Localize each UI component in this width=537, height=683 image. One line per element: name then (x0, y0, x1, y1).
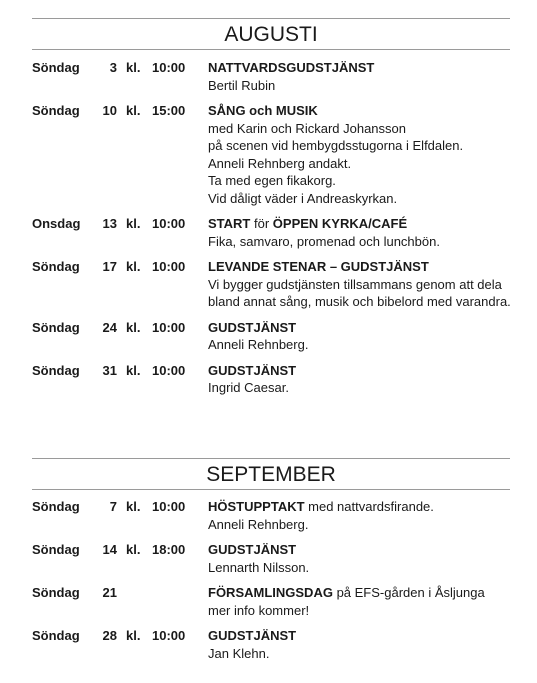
event-kl: kl. (126, 499, 141, 514)
description-text: mer info kommer! (208, 602, 310, 618)
event-item (32, 215, 510, 250)
event-date: 28 (102, 628, 117, 643)
event-item (32, 627, 510, 662)
description-bold-text: SÅNG och MUSIK (208, 103, 318, 118)
event-day: Söndag (32, 362, 80, 378)
description-text: Anneli Rehnberg. (208, 516, 309, 532)
event-kl: kl. (126, 216, 141, 231)
description-text: för (250, 216, 273, 231)
description-bold-text: ÖPPEN KYRKA/CAFÉ (272, 216, 408, 231)
event-description (208, 498, 510, 533)
event-date: 31 (102, 362, 117, 378)
event-day: Söndag (32, 585, 80, 600)
month-title: SEPTEMBER (206, 463, 336, 486)
event-item (32, 362, 510, 397)
description-bold-text: NATTVARDSGUDSTJÄNST (208, 60, 375, 75)
event-time: 10:00 (152, 499, 186, 514)
event-date: 14 (102, 542, 117, 557)
description-bold-text: GUDSTJÄNST (208, 628, 297, 643)
description-text: Ta med egen fikakorg. (208, 173, 336, 188)
month-top-rule (32, 18, 510, 19)
description-bold-text: FÖRSAMLINGSDAG (208, 585, 333, 600)
description-line (208, 77, 510, 95)
description-bold-text: LEVANDE STENAR – GUDSTJÄNST (208, 259, 429, 274)
event-item (32, 59, 510, 94)
event-kl: kl. (126, 362, 141, 378)
event-day: Söndag (32, 103, 80, 118)
description-line (208, 541, 510, 559)
month-bottom-rule (32, 489, 510, 490)
event-date: 10 (102, 103, 117, 118)
description-line (208, 584, 510, 602)
description-bold-text: START (208, 216, 251, 231)
event-kl: kl. (126, 319, 141, 335)
description-line (208, 155, 510, 173)
description-bold-text: GUDSTJÄNST (208, 542, 297, 557)
description-text: på scenen vid hembygdsstugorna i Elfdalen. (208, 138, 464, 153)
event-description (208, 541, 510, 576)
event-time: 10:00 (152, 628, 186, 643)
month-september (32, 458, 510, 678)
event-item (32, 541, 510, 576)
description-text: bland annat sång, musik och bibelord med varandra. (208, 294, 511, 309)
description-line (208, 137, 510, 155)
description-text: Anneli Rehnberg. (208, 337, 309, 352)
description-line (208, 362, 510, 380)
event-item (32, 102, 510, 207)
description-line (208, 293, 510, 311)
event-time: 10:00 (152, 216, 186, 231)
event-time: 15:00 (152, 103, 186, 118)
event-date: 17 (102, 259, 117, 274)
event-day: Söndag (32, 542, 80, 557)
description-bold-text: HÖSTUPPTAKT (208, 499, 305, 514)
month-bottom-rule (32, 49, 510, 50)
event-day: Söndag (32, 628, 80, 643)
month-august (32, 18, 510, 408)
description-text: Ingrid Caesar. (208, 380, 289, 395)
event-item (32, 319, 510, 354)
description-text: Lennarth Nilsson. (208, 559, 310, 575)
description-line (208, 102, 510, 120)
event-time: 10:00 (152, 319, 186, 335)
description-line (208, 602, 510, 620)
event-time: 10:00 (152, 259, 186, 274)
event-date: 3 (109, 60, 117, 75)
event-kl: kl. (126, 60, 141, 75)
description-line (208, 379, 510, 397)
description-text: på EFS-gården i Åsljunga (332, 585, 485, 600)
description-text: Vi bygger gudstjänsten tillsammans genom att dela (208, 276, 502, 292)
event-time: 18:00 (152, 542, 186, 557)
event-day: Söndag (32, 499, 80, 514)
event-day: Söndag (32, 319, 80, 335)
description-line (208, 233, 510, 251)
description-bold-text: GUDSTJÄNST (208, 319, 297, 335)
event-description (208, 362, 510, 397)
description-line (208, 215, 510, 233)
description-line (208, 319, 510, 337)
description-text: Vid dåligt väder i Andreaskyrkan. (208, 190, 398, 206)
description-line (208, 120, 510, 138)
event-item (32, 584, 510, 619)
description-line (208, 59, 510, 77)
event-description (208, 59, 510, 94)
event-list (32, 59, 510, 405)
description-text: med nattvardsfirande. (304, 499, 434, 514)
description-text: Fika, samvaro, promenad och lunchbön. (208, 233, 440, 249)
description-line (208, 172, 510, 190)
event-date: 13 (102, 216, 117, 231)
description-line (208, 336, 510, 354)
description-line (208, 190, 510, 208)
description-bold-text: GUDSTJÄNST (208, 362, 297, 378)
description-text: Jan Klehn. (208, 645, 270, 661)
description-line (208, 498, 510, 516)
event-list (32, 498, 510, 670)
event-description (208, 584, 510, 619)
event-kl: kl. (126, 259, 141, 274)
event-kl: kl. (126, 542, 141, 557)
event-description (208, 627, 510, 662)
event-kl: kl. (126, 103, 141, 118)
event-date: 24 (102, 319, 117, 335)
month-title: AUGUSTI (224, 23, 318, 46)
event-item (32, 258, 510, 311)
event-item (32, 498, 510, 533)
event-day: Söndag (32, 259, 80, 274)
description-line (208, 516, 510, 534)
month-top-rule (32, 458, 510, 459)
description-line (208, 627, 510, 645)
event-kl: kl. (126, 628, 141, 643)
event-description (208, 258, 510, 311)
description-line (208, 276, 510, 294)
event-description (208, 319, 510, 354)
event-day: Söndag (32, 60, 80, 75)
event-date: 7 (109, 499, 117, 514)
event-description (208, 102, 510, 207)
event-time: 10:00 (152, 362, 186, 378)
event-date: 21 (102, 585, 117, 600)
description-line (208, 258, 510, 276)
description-text: med Karin och Rickard Johansson (208, 120, 406, 136)
event-day: Onsdag (32, 216, 81, 231)
description-text: Bertil Rubin (208, 77, 276, 93)
description-line (208, 559, 510, 577)
event-time: 10:00 (152, 60, 186, 75)
description-text: Anneli Rehnberg andakt. (208, 155, 352, 171)
description-line (208, 645, 510, 663)
event-description (208, 215, 510, 250)
